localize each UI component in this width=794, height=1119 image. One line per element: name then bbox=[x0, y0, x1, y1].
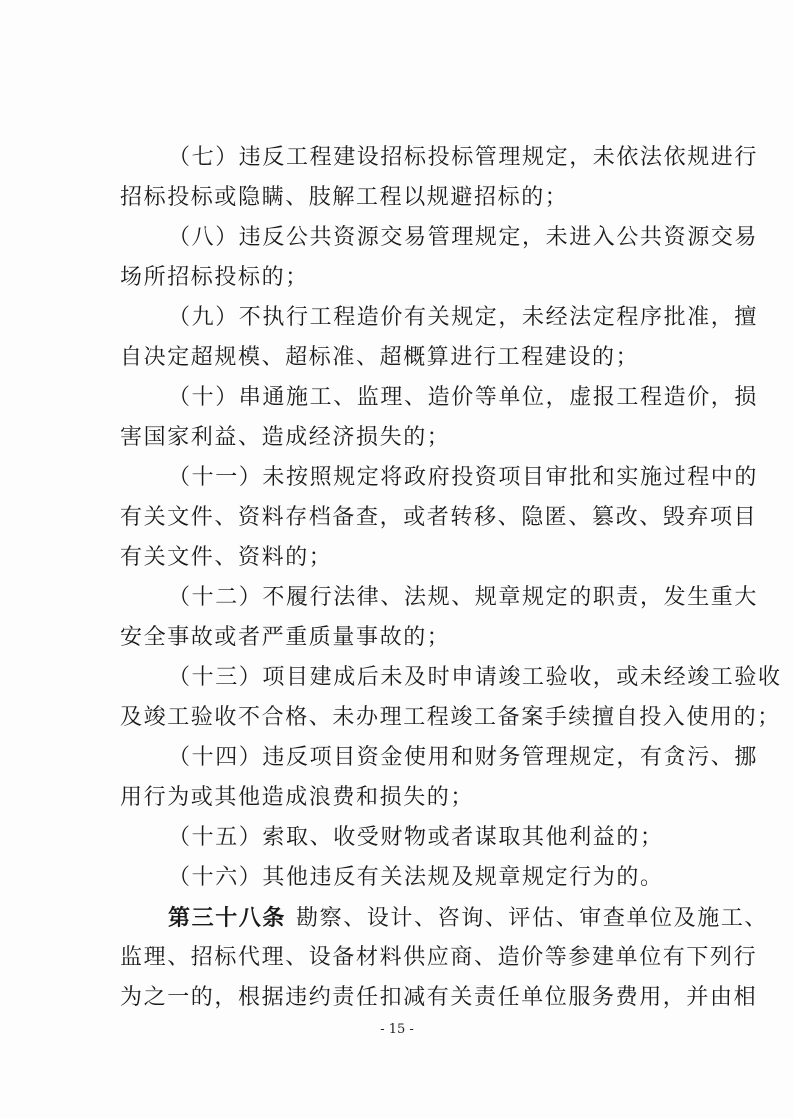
paragraph-line: 招标投标或隐瞒、肢解工程以规避招标的； bbox=[120, 185, 569, 210]
article-text: 勘察、设计、咨询、评估、审查单位及施工、 bbox=[296, 906, 769, 931]
page-number: - 15 - bbox=[380, 1022, 414, 1037]
paragraph-line: （十五）索取、收受财物或者谋取其他利益的； bbox=[168, 825, 664, 850]
paragraph-line: 监理、招标代理、设备材料供应商、造价等参建单位有下列行 bbox=[120, 945, 758, 970]
paragraph-line: （十三）项目建成后未及时申请竣工验收，或未经竣工验收 bbox=[168, 665, 782, 690]
paragraph-line: 有关文件、资料的； bbox=[120, 545, 333, 570]
paragraph-line: 安全事故或者严重质量事故的； bbox=[120, 625, 451, 650]
paragraph-line: （十四）违反项目资金使用和财务管理规定，有贪污、挪 bbox=[168, 745, 759, 770]
paragraph-line: （八）违反公共资源交易管理规定，未进入公共资源交易 bbox=[168, 225, 759, 250]
paragraph-line: 及竣工验收不合格、未办理工程竣工备案手续擅自投入使用的； bbox=[120, 705, 781, 730]
paragraph-line: （十一）未按照规定将政府投资项目审批和实施过程中的 bbox=[168, 465, 759, 490]
paragraph-line: 自决定超规模、超标准、超概算进行工程建设的； bbox=[120, 345, 640, 370]
paragraph-line: （十二）不履行法律、法规、规章规定的职责，发生重大 bbox=[168, 585, 759, 610]
paragraph-line: 场所招标投标的； bbox=[120, 265, 309, 290]
paragraph-line: 为之一的，根据违约责任扣减有关责任单位服务费用，并由相 bbox=[120, 985, 758, 1010]
paragraph-line: （十）串通施工、监理、造价等单位，虚报工程造价，损 bbox=[168, 385, 759, 410]
paragraph-line: 害国家利益、造成经济损失的； bbox=[120, 425, 451, 450]
paragraph-line: 有关文件、资料存档备查，或者转移、隐匿、篡改、毁弃项目 bbox=[120, 505, 758, 530]
article-heading: 第三十八条 bbox=[168, 905, 287, 931]
paragraph-line: （十六）其他违反有关法规及规章规定行为的。 bbox=[168, 865, 664, 890]
paragraph-line: （七）违反工程建设招标投标管理规定，未依法依规进行 bbox=[168, 145, 759, 170]
article-line bbox=[168, 904, 768, 933]
paragraph-line: （九）不执行工程造价有关规定，未经法定程序批准，擅 bbox=[168, 305, 759, 330]
paragraph-line: 用行为或其他造成浪费和损失的； bbox=[120, 785, 475, 810]
